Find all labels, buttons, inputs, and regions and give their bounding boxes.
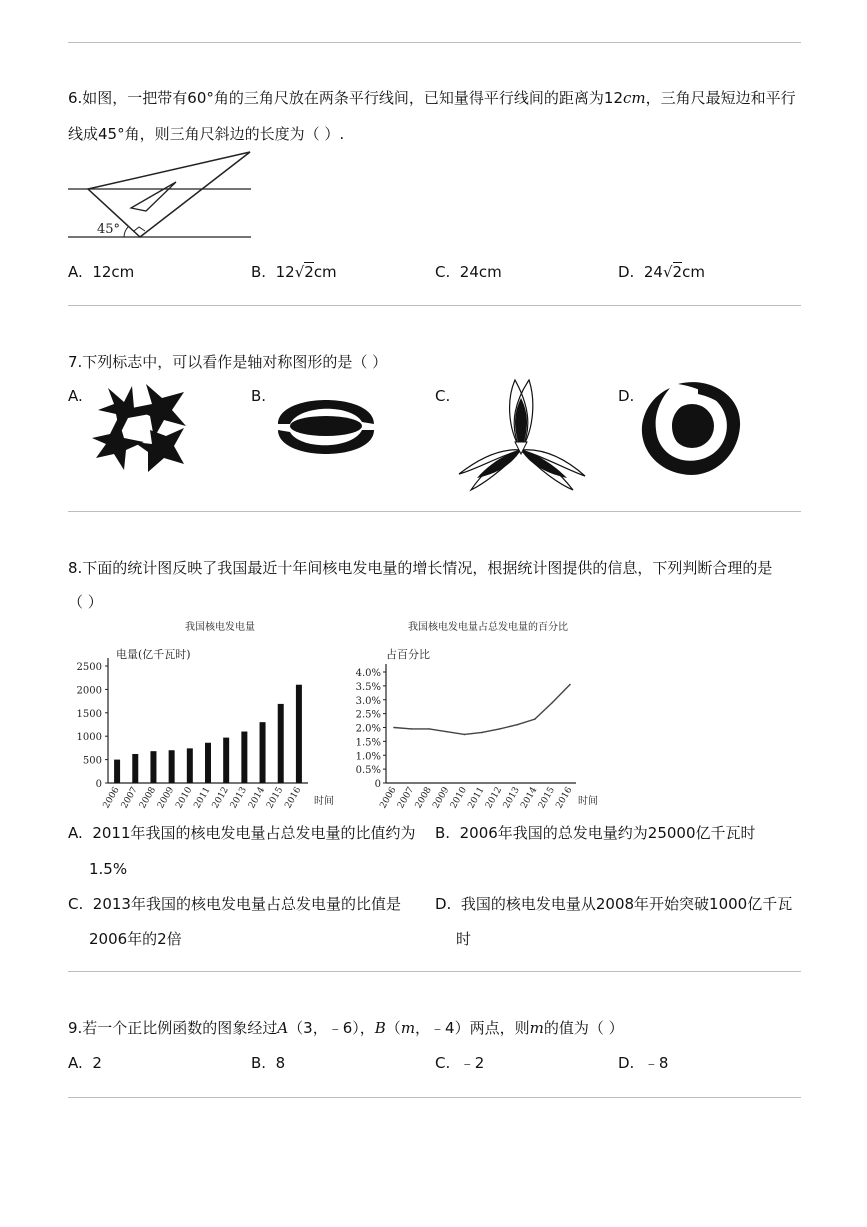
line-y-tick-label: 1.0% [355,751,381,763]
q8-option-c-cont: 2006年的2倍 [89,930,182,948]
line-y-tick-label: 0.5% [355,765,381,777]
q6-stem-line2: 线成45°角，则三角尺斜边的长度为（ ）. [68,125,345,143]
bar-y-tick-label: 500 [82,755,102,767]
share-series-line [394,684,570,734]
line-chart-title: 我国核电发电量占总发电量的百分比 [408,622,568,633]
q8-option-d-cont: 时 [456,930,472,948]
q7-option-c[interactable] [435,386,450,406]
q7-stem: 7.下列标志中，可以看作是轴对称图形的是（ ） [68,353,388,371]
q8-option-c[interactable] [68,894,401,914]
q9-stem-text: 9.若一个正比例函数的图象经过 [68,1019,278,1037]
option-value: 8 [275,1054,286,1072]
option-label: D. [618,387,635,405]
separator-q9 [68,1097,801,1098]
bar-2009 [169,750,175,783]
line-y-tick-label: 1.5% [355,737,381,749]
option-label: C. [435,387,451,405]
bar-y-tick-label: 2000 [76,685,102,697]
option-unit: cm [313,263,337,281]
option-label: A. [68,387,83,405]
bar-chart-title: 我国核电发电量 [185,622,255,633]
separator-top [68,42,801,43]
line-x-tick-label: 2008 [413,785,434,811]
sqrt-radicand: 2 [304,263,314,281]
bar-y-tick-label: 0 [95,779,102,790]
q8-option-a[interactable] [68,823,416,843]
q8-option-d[interactable] [435,894,792,914]
q9-option-c[interactable] [435,1053,484,1073]
bar-y-tick-label: 1000 [76,732,102,744]
bar-x-tick-label: 2013 [228,785,249,811]
share-point-2011 [481,732,483,734]
three-petal-logo-icon [455,378,589,494]
bar-2013 [241,732,247,783]
share-point-2015 [552,702,554,704]
option-text: 2013年我国的核电发电量占总发电量的比值是 [92,895,401,913]
separator-q7 [68,511,801,512]
option-label: C. [435,1054,451,1072]
line-x-tick-label: 2010 [448,785,469,811]
line-y-tick-label: 2.0% [355,723,381,735]
q8-stem-line1: 8.下面的统计图反映了我国最近十年间核电发电量的增长情况，根据统计图提供的信息，下列判断合理的是 [68,559,773,577]
option-label: A. [68,1054,83,1072]
bar-2014 [260,722,266,783]
bar-2007 [132,754,138,783]
line-x-tick-label: 2007 [396,785,417,811]
bar-2006 [114,760,120,783]
q9-coords-a: （3，﹣6）， [288,1019,375,1037]
q9-var-m: m [400,1019,416,1037]
bar-x-tick-label: 2006 [101,785,122,811]
q9-stem [68,1018,624,1038]
option-label: B. [251,387,267,405]
q9-point-b: B [374,1019,386,1037]
q8-stem-line2: （ ） [68,593,103,611]
share-point-2016 [569,684,571,686]
share-point-2008 [428,728,430,730]
option-value: 24cm [459,263,502,281]
line-x-tick-label: 2009 [431,785,452,811]
q9-stem-end: 的值为（ ） [543,1019,624,1037]
line-x-tick-label: 2015 [536,785,557,811]
bar-y-tick-label: 2500 [76,662,102,673]
q6-triangle-ruler-figure [66,150,256,242]
option-label: A. [68,263,83,281]
bar-2016 [296,685,302,783]
option-text: 2006年我国的总发电量约为25000亿千瓦时 [459,824,756,842]
bar-x-tick-label: 2015 [265,785,286,811]
option-value: 24 [643,263,663,281]
q9-coords-b-close: ，﹣4）两点，则 [415,1019,530,1037]
option-label: D. [618,1054,635,1072]
q9-option-b[interactable] [251,1053,285,1073]
option-label: B. [435,824,451,842]
option-value: 2 [92,1054,102,1072]
line-x-tick-label: 2014 [519,785,540,811]
bar-x-tick-label: 2009 [156,785,177,811]
option-label: A. [68,824,83,842]
share-point-2014 [534,718,536,720]
q7-option-d[interactable] [618,386,634,406]
bar-x-tick-label: 2010 [174,785,195,811]
bar-2011 [205,743,211,783]
nuclear-output-bar-chart [68,616,356,816]
bar-y-tick-label: 1500 [76,708,102,720]
q6-option-c[interactable] [435,262,502,282]
q9-option-a[interactable] [68,1053,102,1073]
bar-chart-xlabel: 时间 [314,796,334,807]
q8-option-a-cont: 1.5% [89,860,128,878]
bar-x-tick-label: 2012 [210,785,231,811]
separator-q8 [68,971,801,972]
sqrt-sign: √ [294,263,305,281]
q6-stem-text: 6.如图，一把带有60°角的三角尺放在两条平行线间，已知量得平行线间的距离为12 [68,89,623,107]
option-value: 12 [275,263,295,281]
share-point-2006 [393,727,395,729]
bar-x-tick-label: 2014 [247,785,268,811]
option-value: ﹣8 [643,1054,669,1072]
line-y-tick-label: 3.0% [355,695,381,707]
q9-var-m: m [529,1019,544,1037]
bar-chart-ylabel: 电量(亿千瓦时) [116,648,191,661]
option-label: D. [618,263,635,281]
line-x-tick-label: 2013 [501,785,522,811]
option-value: ﹣2 [459,1054,485,1072]
q6-angle-label: 45° [97,222,121,237]
ring-halves-logo-icon [270,380,382,474]
share-point-2012 [499,728,501,730]
line-x-tick-label: 2012 [484,785,505,811]
option-label: C. [435,263,451,281]
line-y-tick-label: 0 [374,779,381,790]
bar-2008 [150,751,156,783]
q6-stem-end: ，三角尺最短边和平行 [645,89,796,107]
bar-2012 [223,738,229,783]
share-point-2007 [411,728,413,730]
q6-stem-unit: cm [623,89,646,107]
sqrt-sign: √ [662,263,673,281]
option-label: D. [435,895,452,913]
bar-2015 [278,704,284,783]
circle-swirl-logo-icon [638,378,744,482]
q6-option-d[interactable] [618,262,705,282]
line-y-tick-label: 3.5% [355,681,381,693]
option-text: 我国的核电发电量从2008年开始突破1000亿千瓦 [460,895,793,913]
line-y-tick-label: 4.0% [355,668,381,679]
q9-point-a: A [277,1019,289,1037]
line-chart-ylabel: 占百分比 [386,648,430,661]
share-point-2010 [464,734,466,736]
option-label: C. [68,895,84,913]
bar-2010 [187,748,193,783]
line-y-tick-label: 2.5% [355,709,381,721]
q6-option-b[interactable] [251,262,337,282]
share-point-2009 [446,731,448,733]
line-chart-xlabel: 时间 [578,796,598,807]
q8-option-b[interactable] [435,823,756,843]
q6-option-a[interactable] [68,262,134,282]
option-label: B. [251,263,267,281]
four-stars-logo-icon [88,378,192,476]
line-x-tick-label: 2016 [554,785,575,811]
line-x-tick-label: 2006 [378,785,399,811]
option-text: 2011年我国的核电发电量占总发电量的比值约为 [92,824,416,842]
sqrt-radicand: 2 [672,263,683,281]
bar-x-tick-label: 2008 [137,785,159,811]
q7-option-b[interactable] [251,386,266,406]
nuclear-share-line-chart [350,616,602,816]
option-label: B. [251,1054,267,1072]
q7-option-a[interactable] [68,386,83,406]
bar-x-tick-label: 2011 [192,785,213,811]
option-value: 12cm [92,263,135,281]
q9-coords-b-open: （ [385,1019,401,1037]
line-x-tick-label: 2011 [466,785,487,811]
option-unit: cm [682,263,705,281]
bar-x-tick-label: 2016 [283,785,304,811]
q6-stem-line1 [68,88,796,108]
q9-option-d[interactable] [618,1053,668,1073]
share-point-2013 [516,724,518,726]
bar-x-tick-label: 2007 [119,785,140,811]
separator-q6 [68,305,801,306]
